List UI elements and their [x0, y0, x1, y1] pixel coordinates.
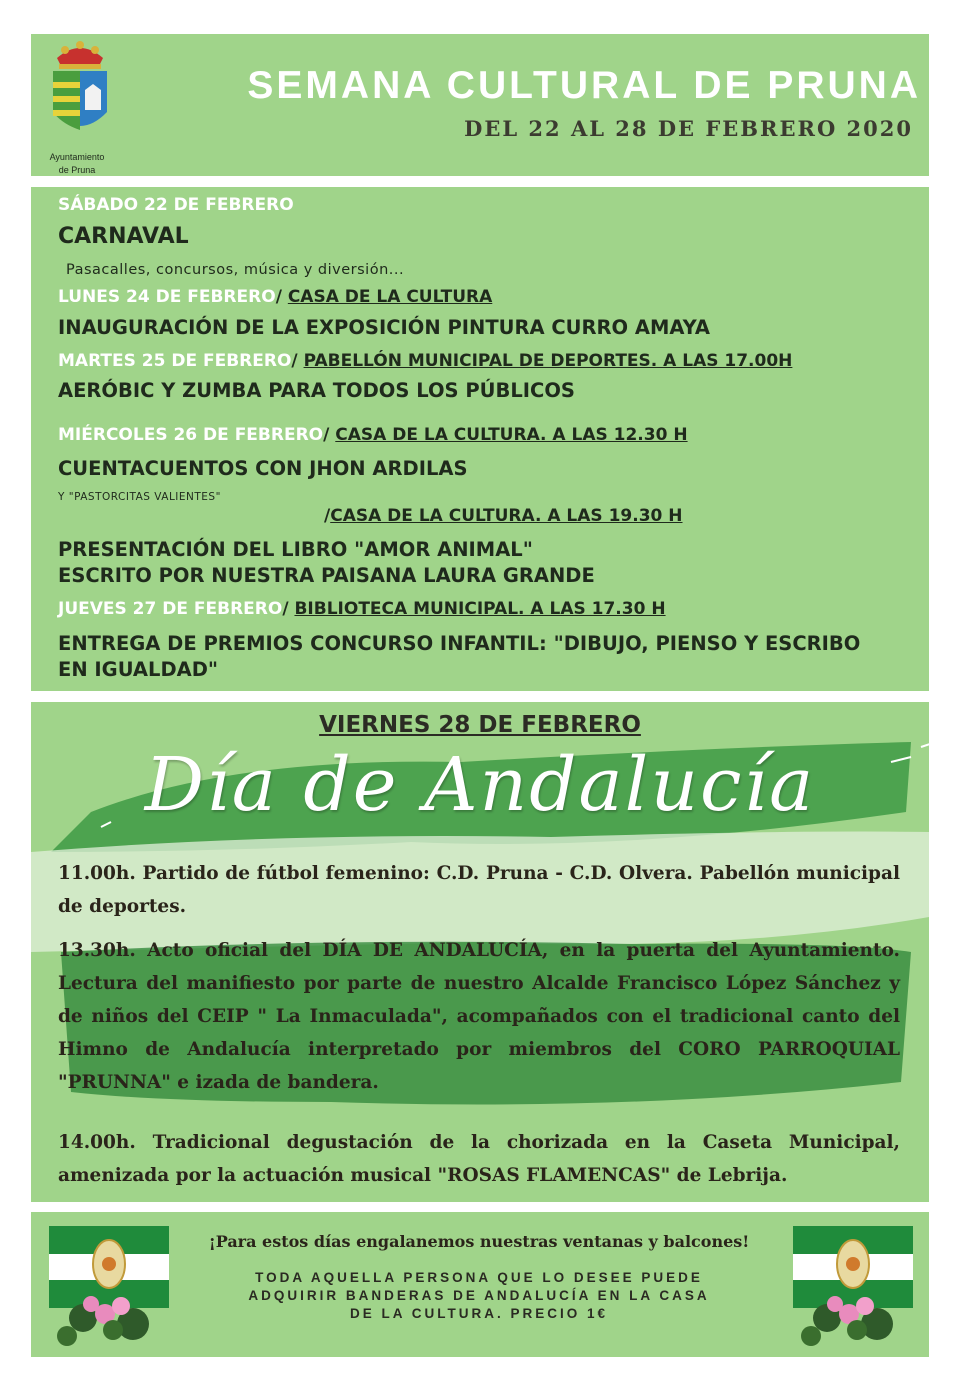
event-day-monday: [58, 287, 492, 307]
day-label: MIÉRCOLES 26 DE FEBRERO: [58, 425, 324, 445]
dia-de-andalucia-heading: Día de Andalucía: [144, 742, 816, 828]
crest-caption-line: Ayuntamiento: [49, 152, 105, 162]
page-title: SEMANA CULTURAL DE PRUNA: [247, 64, 921, 107]
day-label: MARTES 25 DE FEBRERO: [58, 351, 292, 371]
event-day-thursday: [58, 599, 666, 619]
weekly-events-panel: [31, 187, 929, 691]
notice-line: TODA AQUELLA PERSONA QUE LO DESEE PUEDE: [255, 1270, 703, 1285]
event-place: CASA DE LA CULTURA: [287, 287, 493, 307]
decorate-invitation-text: ¡Para estos días engalanemos nuestras ventanas y balcones!: [208, 1232, 750, 1251]
event-day-tuesday: [58, 351, 792, 371]
separator: /: [324, 506, 331, 526]
pruna-coat-of-arms-logo: [47, 40, 113, 140]
crest-caption-line: de Pruna: [58, 165, 96, 175]
separator: /: [275, 287, 288, 307]
program-item-chorizada: 14.00h. Tradicional degustación de la chorizada en la Caseta Municipal, amenizada por la actuación musical "ROSAS FLAMENCAS" de Lebrija.: [58, 1132, 900, 1186]
event-place: CASA DE LA CULTURA. A LAS 12.30 H: [335, 425, 688, 445]
event-day-wednesday: [58, 425, 688, 445]
event-title-line: ESCRITO POR NUESTRA PAISANA LAURA GRANDE: [58, 564, 595, 587]
event-place-second: [324, 506, 683, 526]
date-range: DEL 22 AL 28 DE FEBRERO 2020: [464, 116, 913, 141]
notice-line: DE LA CULTURA. PRECIO 1€: [349, 1306, 608, 1321]
event-place: CASA DE LA CULTURA. A LAS 19.30 H: [330, 506, 683, 526]
footer-panel: [31, 1212, 929, 1357]
event-title-cuentacuentos: CUENTACUENTOS CON JHON ARDILAS: [58, 457, 468, 480]
andalusian-flag-with-flowers-image: [43, 1216, 173, 1352]
andalusian-flag-with-flowers-image: [787, 1216, 917, 1352]
event-place: BIBLIOTECA MUNICIPAL. A LAS 17.30 H: [294, 599, 666, 619]
event-description-carnaval: Pasacalles, concursos, música y diversión...: [66, 262, 405, 278]
event-title-line: EN IGUALDAD": [58, 658, 219, 681]
program-item-futbol: 11.00h. Partido de fútbol femenino: C.D. Pruna - C.D. Olvera. Pabellón municipal de deportes.: [58, 863, 900, 917]
event-title-exposicion: INAUGURACIÓN DE LA EXPOSICIÓN PINTURA CURRO AMAYA: [58, 316, 710, 339]
event-title-libro: [58, 537, 595, 589]
program-item-acto-oficial: 13.30h. Acto oficial del DÍA DE ANDALUCÍA, en la puerta del Ayuntamiento. Lectura del manifiesto por parte de nuestro Alcalde Francisco López Sánchez y de niños del CEIP " La Inmaculada", acompañados con el tradicional canto del Himno de Andalucía interpretado por miembros del CORO PARROQUIAL "PRUNNA" e izada de bandera.: [58, 940, 900, 1093]
header-panel: [31, 34, 929, 176]
flag-purchase-notice: [201, 1269, 757, 1323]
event-title-premios: [58, 631, 860, 683]
andalucia-day-panel: [31, 702, 929, 1202]
day-label: LUNES 24 DE FEBRERO: [58, 287, 276, 307]
event-title-carnaval: CARNAVAL: [58, 224, 189, 249]
event-note-pastorcitas: Y "PASTORCITAS VALIENTES": [58, 491, 221, 503]
day-label: JUEVES 27 DE FEBRERO: [58, 599, 283, 619]
event-title-line: ENTREGA DE PREMIOS CONCURSO INFANTIL: "DIBUJO, PIENSO Y ESCRIBO: [58, 632, 861, 655]
separator: /: [323, 425, 336, 445]
event-title-line: PRESENTACIÓN DEL LIBRO "AMOR ANIMAL": [58, 538, 533, 561]
event-day-saturday: SÁBADO 22 DE FEBRERO: [58, 195, 294, 215]
friday-date-heading: VIERNES 28 DE FEBRERO: [319, 712, 641, 738]
separator: /: [291, 351, 304, 371]
notice-line: ADQUIRIR BANDERAS DE ANDALUCÍA EN LA CASA: [248, 1288, 710, 1303]
event-title-aerobic: AERÓBIC Y ZUMBA PARA TODOS LOS PÚBLICOS: [58, 379, 575, 402]
event-place: PABELLÓN MUNICIPAL DE DEPORTES. A LAS 17.00H: [303, 351, 793, 371]
crest-caption: [37, 151, 117, 177]
separator: /: [282, 599, 295, 619]
